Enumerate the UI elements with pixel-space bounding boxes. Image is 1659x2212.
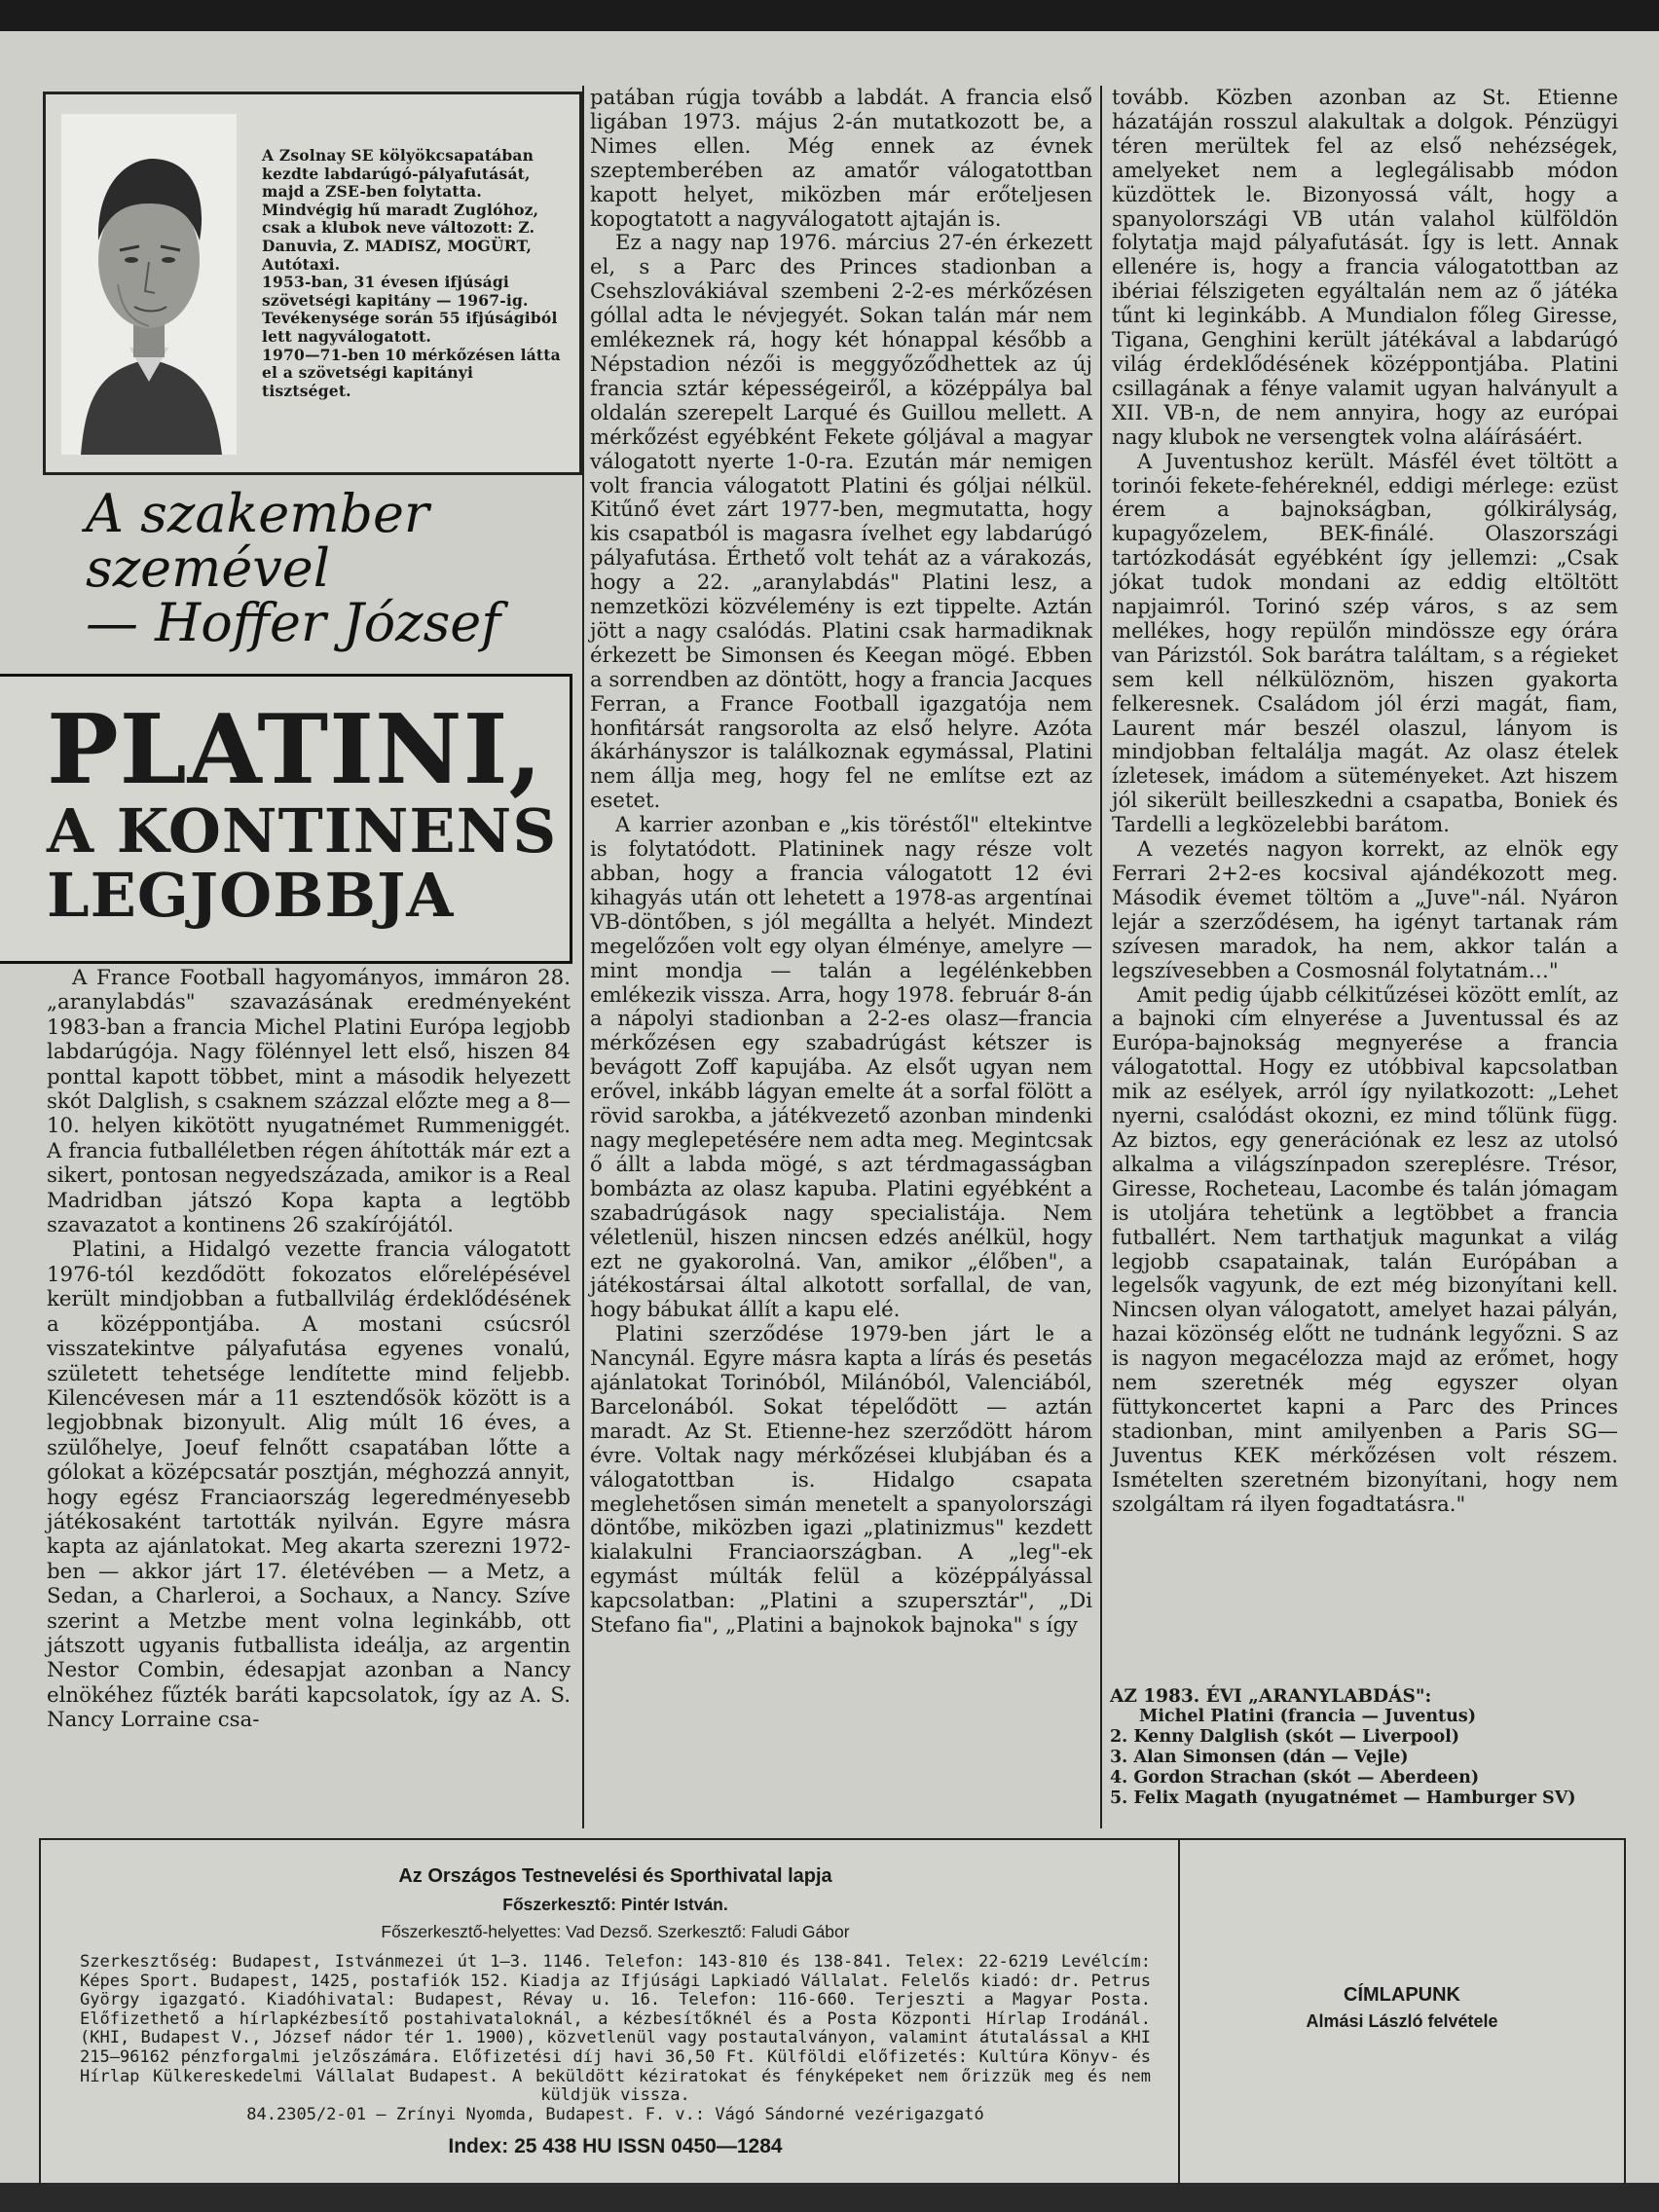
imprint-index: Index: 25 438 HU ISSN 0450—1284 xyxy=(448,2135,783,2158)
imprint-editor: Főszerkesztő: Pintér István. xyxy=(502,1895,728,1914)
portrait-photo xyxy=(61,114,237,455)
imprint-deputy: Főszerkesztő-helyettes: Vad Dezső. Szerkesztő: Faludi Gábor xyxy=(381,1922,850,1941)
bio-box xyxy=(43,92,582,475)
kicker-line: A szakember xyxy=(86,483,429,544)
article-paragraph: Ez a nagy nap 1976. március 27-én érkezett el, s a Parc des Princes stadionban a Csehszlovákiával szembeni 2-2-es mérkőzésen góllal adta le névjegyét. Sokan talán már nem emlékeznek rá, hogy két hónappal később a Népstadion nézői is meggyőződhettek az új francia sztár képességeiről, a középpálya bal oldalán szerepelt Larqué és Guillou mellett. A mérkőzést egyébként Fekete góljával a magyar válogatott nyerte 1-0-ra. Ezután már nemigen volt francia válogatott Platini és góljai nélkül. Kitűnő évet zárt 1977-ben, megmutatta, hogy kis csapatból is magasra ívelhet egy labdarúgó pályafutása. Érthető volt tehát az a várakozás, hogy a 22. „aranylabdás" Platini lesz, a nemzetközi közvélemény is ezt tippelte. Aztán jött a nagy csalódás. Platini csak harmadiknak érkezett be Simonsen és Keegan mögé. Ebben a sorrendben az döntött, hogy a francia Jacques Ferran, a France Football igazgatója nem honfitársát rangsorolta az első helyre. Azóta ákárhányszor is találkoznak egymással, Platini nem állja meg, hogy fel ne említse ezt az esetet. xyxy=(590,230,1092,813)
imprint-publisher: Az Országos Testnevelési és Sporthivatal lapja xyxy=(398,1865,832,1887)
headline-line: A KONTINENS xyxy=(47,795,558,866)
column-divider xyxy=(1100,86,1102,1828)
magazine-page xyxy=(0,31,1659,2183)
cover-label: CÍMLAPUNK xyxy=(1344,1984,1460,2006)
winners-title: AZ 1983. ÉVI „ARANYLABDÁS": xyxy=(1110,1686,1432,1707)
winners-item: 5. Felix Magath (nyugatnémet — Hamburger SV) xyxy=(1110,1788,1576,1808)
headline-box xyxy=(0,674,572,964)
imprint-print: 84.2305/2-01 — Zrínyi Nyomda, Budapest. F. v.: Vágó Sándorné vezérigazgató xyxy=(246,2104,984,2124)
article-paragraph: Amit pedig újabb célkitűzései között említ, az a bajnoki cím elnyerése a Juventussal és az Európa-bajnokság megnyerése a francia válogatottal. Hogy ez utóbbival kapcsolatban mik az esélyek, arról így nyilatkozott: „Lehet nyerni, csalódást okozni, ez mind tőlünk függ. Az biztos, egy generációnak ez lesz az utolsó alkalma a világszínpadon szereplésre. Trésor, Giresse, Rocheteau, Lacombe és talán jómagam is utoljára tehetünk a legtöbbet a francia futballért. Nem tarthatjuk magunkat a világ legjobb csapatainak, talán Európában a legelsők vagyunk, de ezt még bizonyítani kell. Nincsen olyan válogatott, amelyet hazai pályán, hazai közönség előtt ne tudnánk legyőzni. S az is nagyon megacélozza majd az erőmet, hogy nem szeretnék még egyszer olyan füttykoncertet kapni a Parc des Princes stadionban, mint amilyenben a Paris SG—Juventus KEK mérkőzésen volt részem. Ismételten szeretném bizonyítani, hogy nem szolgáltam rá ilyen fogadtatásra." xyxy=(1112,981,1618,1516)
imprint-box xyxy=(39,1838,1180,2189)
cover-credit: Almási László felvétele xyxy=(1306,2011,1498,2031)
bottom-edge xyxy=(0,2183,1659,2212)
article-paragraph: A France Football hagyományos, immáron 28. „aranylabdás" szavazásának eredményeként 1983-ban a francia Michel Platini Európa legjobb labdarúgója. Nagy fölénnyel lett első, hiszen 84 ponttal kapott többet, mint a második helyezett skót Dalglish, s csaknem százzal előzte meg a 8—10. helyen kikötött nyugatnémet Rummeniggét. A francia futballéletben régen áhították már ezt a sikert, pontosan negyedszázada, amikor is a Real Madridban játszó Kopa kapta a legtöbb szavazatot a kontinens 26 szakírójától. xyxy=(47,966,571,1238)
headline-line: LEGJOBBJA xyxy=(47,860,455,931)
winners-item: 2. Kenny Dalglish (skót — Liverpool) xyxy=(1110,1727,1460,1747)
headline-line: PLATINI, xyxy=(47,694,543,806)
bio-line: 1953-ban, 31 évesen ifjúsági szövetségi kapitány — 1967-ig. Tevékenysége során 55 ifjúságiból lett nagyválogatott. xyxy=(262,273,558,346)
bio-line: A Zsolnay SE kölyökcsapatában kezdte labdarúgó-pályafutását, majd a ZSE-ben folytatta. Mindvégig hű maradt Zuglóhoz, csak a klubok neve változott: Z. Danuvia, Z. MADISZ, MOGÜRT, Autótaxi. xyxy=(262,146,539,274)
headline xyxy=(47,694,572,931)
portrait-illustration xyxy=(61,114,237,455)
imprint xyxy=(80,1862,1151,2163)
cover-credit-box xyxy=(1178,1838,1626,2189)
kicker-author: — Hoffer József xyxy=(86,592,501,653)
kicker xyxy=(86,483,572,653)
bio-text xyxy=(262,147,564,400)
article-paragraph: Platini, a Hidalgó vezette francia válogatott 1976-tól kezdődött fokozatos előrelépésével került mindjobban a futballvilág érdeklődésének a középpontjába. A mostani csúcsról visszatekintve pályafutása egyenes vonalú, született tehetsége lendítette mind feljebb. Kilencévesen már a 11 esztendősök között is a legjobbnak bizonyult. Alig múlt 16 éves, a szülőhelye, Joeuf felnőtt csapatában lőtte a gólokat a középcsatár posztján, méghozzá annyit, hogy egész Franciaország legeredményesebb játékosaként tartották nyilván. Egyre másra kapta az ajánlatokat. Meg akarta szerezni 1972-ben — akkor járt 17. életévében — a Metz, a Sedan, a Charleroi, a Sochaux, a Nancy. Szíve szerint a Metzbe ment volna leginkább, ott játszott ugyanis futballista ideálja, az argentin Nestor Combin, édesapjat azonban a Nancy elnökéhez fűzték baráti kapcsolatok, így az A. S. Nancy Lorraine csa- xyxy=(47,1237,571,1733)
article-paragraph: A vezetés nagyon korrekt, az elnök egy Ferrari 2+2-es kocsival ajándékozott meg. Második évemet töltöm a „Juve"-nál. Nyáron lejár a szerződésem, ha igényt tartanak rám szívesen maradok, ha nem, akkor talán a legszívesebben a Cosmosnál folytatnám…" xyxy=(1112,836,1618,982)
imprint-body: Szerkesztőség: Budapest, Istvánmezei út 1—3. 1146. Telefon: 143-810 és 138-841. Telex: 22-6219 Levélcím: Képes Sport. Budapest, 1425, postafiók 152. Kiadja az Ifjúsági Lapkiadó Vállalat. Felelős kiadó: dr. Petrus György igazgató. Kiadóhivatal: Budapest, Révay u. 16. Telefon: 116-660. Terjeszti a Magyar Posta. Előfizethető a hírlapkézbesítő postahivataloknál, a kézbesítőknél és a Posta Központi Hírlap Irodánál. (KHI, Budapest V., József nádor tér 1. 1900), közvetlenül vagy postautalványon, valamint átutalással a KHI 215—96162 pénzforgalmi jelzőszámára. Előfizetési díj havi 36,50 Ft. Külföldi előfizetés: Kultúra Könyv- és Hírlap Külkereskedelmi Vállalat Budapest. A beküldött kéziratokat és fényképeket nem őrizzük meg és nem küldjük vissza. xyxy=(80,1952,1151,2106)
article-paragraph: A karrier azonban e „kis töréstől" eltekintve is folytatódott. Platininek nagy része volt abban, hogy a francia válogatott 12 évi kihagyás után ott lehetett a 1978-as argentínai VB-döntőben, s jól megállta a helyét. Mindezt megelőzően volt egy olyan élménye, amelyre — mint mondja — talán a legélénkebben emlékezik vissza. Arra, hogy 1978. február 8-án a nápolyi stadionban a 2-2-es olasz—francia mérkőzésen egy szabadrúgást kétszer is bevágott Zoff kapujába. Az elsőt ugyan nem erővel, inkább lágyan emelte át a sorfal fölött a rövid sarokba, a játékvezető azonban mindenki nagy meglepetésére nem adta meg. Megintcsak ő állt a labda mögé, s azt térdmagasságban bombázta az olasz kapuba. Platini egyébként a szabadrúgások nagy specialistája. Nem véletlenül, hiszen nincsen edzés anélkül, hogy ezt ne gyakorolná. Van, amikor „élőben", a játékostársai által alkotott sorfallal, de van, hogy bábukat állít a kapu elé. xyxy=(590,812,1092,1322)
winners-list xyxy=(1110,1686,1616,1809)
article-column-1 xyxy=(47,966,571,1733)
article-paragraph: A Juventushoz került. Másfél évet töltött a torinói fekete-fehéreknél, eddigi mérlege: ezüst érem a bajnokságban, gólkirályság, kupagyőzelem, BEK-finálé. Olaszországi tartózkodását egyébként így jellemzi: „Csak jókat tudok mondani az eddig eltöltött napjaimról. Torinó szép város, s az sem mellékes, hogy repülőn mindössze egy órára van Párizstól. Sok barátra találtam, s a régieket sem kell nélkülöznöm, hiszen gyakorta felkeresnek. Családom jól érzi magát, fiam, Laurent már beszél olaszul, lányom is mindjobban feltalálja magát. Az olasz ételek ízletesek, imádom a süteményeket. Azt hiszem jól sikerült beilleszkedni a csapatba, Boniek és Tardelli a legközelebbi barátom. xyxy=(1112,448,1618,837)
article-paragraph: Platini szerződése 1979-ben járt le a Nancynál. Egyre másra kapta a lírás és pesetás ajánlatokat Torinóból, Milánóból, Valenciából, Barcelonából. Sokat tépelődött — aztán maradt. Az St. Etienne-hez szerződött három évre. Voltak nagy mérkőzései klubjában és a válogatottban is. Hidalgo csapata meglehetősen simán menetelt a spanyolországi döntőbe, miközben igazi „platinizmus" kezdett kialakulni Franciaországban. A „leg"-ek egymást múlták felül a középpályással kapcsolatban: „Platini a szupersztár", „Di Stefano fia", „Platini a bajnokok bajnoka" s így xyxy=(590,1321,1092,1638)
article-paragraph: patában rúgja tovább a labdát. A francia első ligában 1973. május 2-án mutatkozott be, a Nimes ellen. Még ennek az évnek szeptemberében az amatőr válogatottban kapott helyet, miközben már erőteljesen kopogtatott a nagyválogatott ajtaján is. xyxy=(590,85,1092,231)
article-paragraph: tovább. Közben azonban az St. Etienne házatáján rosszul alakultak a dolgok. Pénzügyi téren merültek fel az első nehézségek, amelyeket nem a leglegálisabb módon küzdöttek le. Bizonyossá vált, hogy a spanyolországi VB után valahol külföldön folytatja majd pályafutását. Így is lett. Annak ellenére is, hogy a francia válogatottban az ibériai félszigeten egyáltalán nem az ő játéka tűnt ki leginkább. A Mundialon főleg Giresse, Tigana, Genghini került játékával a labdarúgó világ érdeklődésének középpontjába. Platini csillagának a fénye valamit ugyan halványult a XII. VB-n, de nem annyira, hogy az európai nagy klubok ne versengtek volna aláírásáért. xyxy=(1112,85,1618,449)
article-column-3 xyxy=(1112,86,1618,1516)
article-column-2 xyxy=(590,86,1092,1638)
winners-item: Michel Platini (francia — Juventus) xyxy=(1139,1707,1477,1726)
kicker-line: szemével xyxy=(86,537,331,599)
winners-item: 4. Gordon Strachan (skót — Aberdeen) xyxy=(1110,1768,1480,1788)
bio-line: 1970—71-ben 10 mérkőzésen látta el a szövetségi kapitányi tisztséget. xyxy=(262,345,561,400)
winners-item: 3. Alan Simonsen (dán — Vejle) xyxy=(1110,1748,1409,1767)
column-divider xyxy=(582,86,584,1828)
